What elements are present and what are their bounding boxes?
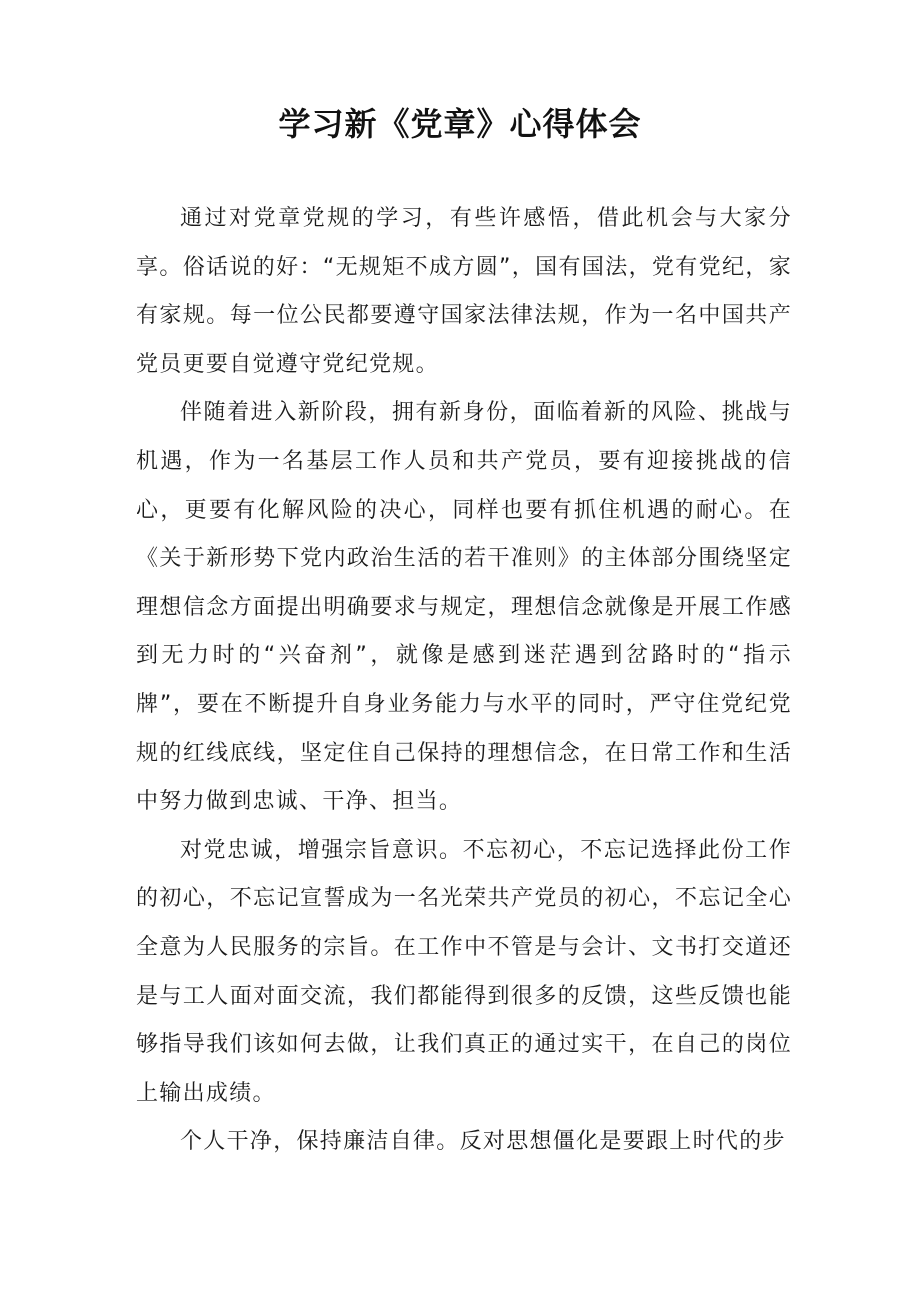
- paragraph-2: 伴随着进入新阶段，拥有新身份，面临着新的风险、挑战与机遇，作为一名基层工作人员和共产党员，要有迎接挑战的信心，更要有化解风险的决心，同样也要有抓住机遇的耐心。在《关于新形势下党内政治生活的若干准则》的主体部分围绕坚定理想信念方面提出明确要求与规定，理想信念就像是开展工作感到无力时的“兴奋剂”，就像是感到迷茫遇到岔路时的“指示牌”，要在不断提升自身业务能力与水平的同时，严守住党纪党规的红线底线，坚定住自己保持的理想信念，在日常工作和生活中努力做到忠诚、干净、担当。: [136, 400, 792, 815]
- document-title: 学习新《党章》心得体会: [278, 105, 642, 143]
- paragraph-4: 个人干净，保持廉洁自律。反对思想僵化是要跟上时代的步: [180, 1129, 786, 1155]
- paragraph-3: 对党忠诚，增强宗旨意识。不忘初心，不忘记选择此份工作的初心，不忘记宣誓成为一名光荣共产党员的初心，不忘记全心全意为人民服务的宗旨。在工作中不管是与会计、文书打交道还是与工人面对面交流，我们都能得到很多的反馈，这些反馈也能够指导我们该如何去做，让我们真正的通过实干，在自己的岗位上输出成绩。: [136, 837, 792, 1106]
- paragraph-1: 通过对党章党规的学习，有些许感悟，借此机会与大家分享。俗话说的好：“无规矩不成方圆”，国有国法，党有党纪，家有家规。每一位公民都要遵守国家法律法规，作为一名中国共产党员更要自觉遵守党纪党规。: [136, 206, 792, 377]
- document-body: [136, 195, 792, 1167]
